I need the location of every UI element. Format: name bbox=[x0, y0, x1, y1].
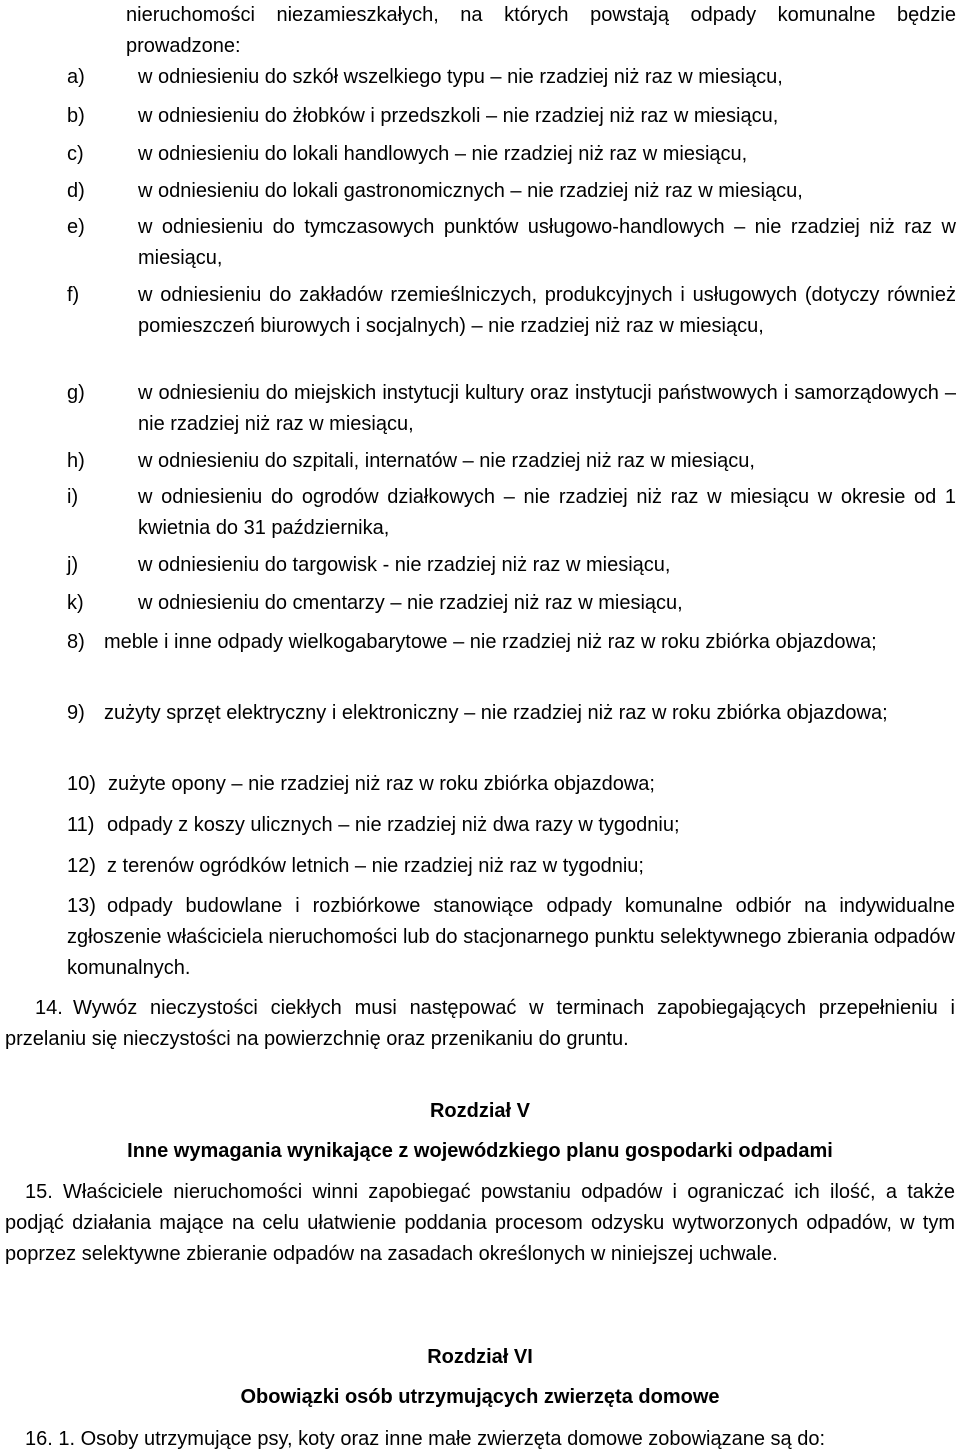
list-marker: c) bbox=[67, 143, 84, 165]
list-marker: d) bbox=[67, 180, 85, 202]
list-item-text: w odniesieniu do lokali gastronomicznych – nie rzadziej niż raz w miesiącu, bbox=[138, 180, 803, 202]
list-marker: a) bbox=[67, 66, 85, 88]
list-marker: g) bbox=[67, 382, 85, 404]
list-item-text: w odniesieniu do targowisk - nie rzadziej niż raz w miesiącu, bbox=[138, 554, 671, 576]
list-item-text: zużyte opony – nie rzadziej niż raz w roku zbiórka objazdowa; bbox=[108, 773, 655, 795]
paragraph-16 bbox=[5, 1424, 955, 1455]
intro-text: nieruchomości niezamieszkałych, na których powstają odpady komunalne będzie prowadzone: bbox=[126, 4, 956, 57]
list-item-text: meble i inne odpady wielkogabarytowe – nie rzadziej niż raz w roku zbiórka objazdowa; bbox=[104, 631, 877, 653]
paragraph-text: Właściciele nieruchomości winni zapobiegać powstaniu odpadów i ograniczać ich ilość, a także podjąć działania mające na celu ułatwienie poddania procesom odzysku wytworzonych odpadów, w tym poprzez selektywne zbieranie odpadów na zasadach określonych w niniejszej uchwale. bbox=[5, 1181, 955, 1265]
chapter-subtitle: Obowiązki osób utrzymujących zwierzęta domowe bbox=[240, 1386, 720, 1408]
list-marker: 11) bbox=[67, 814, 95, 836]
paragraph-15 bbox=[5, 1177, 955, 1270]
list-marker: 13) bbox=[67, 895, 96, 917]
list-item-text: w odniesieniu do żłobków i przedszkoli – nie rzadziej niż raz w miesiącu, bbox=[138, 105, 779, 127]
list-marker: h) bbox=[67, 450, 85, 472]
list-marker: j) bbox=[67, 554, 79, 576]
list-item-text: w odniesieniu do zakładów rzemieślniczych, produkcyjnych i usługowych (dotyczy również pomieszczeń biurowych i socjalnych) – nie rzadziej niż raz w miesiącu, bbox=[138, 284, 956, 337]
list-marker: 9) bbox=[67, 702, 85, 724]
list-item-text: w odniesieniu do tymczasowych punktów usługowo-handlowych – nie rzadziej niż raz w miesiącu, bbox=[138, 216, 956, 269]
chapter-title: Rozdział V bbox=[429, 1100, 530, 1122]
list-marker: 12) bbox=[67, 855, 96, 877]
list-item-text: w odniesieniu do szkół wszelkiego typu – nie rzadziej niż raz w miesiącu, bbox=[138, 66, 783, 88]
list-item-text: odpady budowlane i rozbiórkowe stanowiące odpady komunalne odbiór na indywidualne zgłoszenie właściciela nieruchomości lub do stacjonarnego punktu selektywnego zbierania odpadów komunalnych. bbox=[67, 895, 955, 979]
paragraph-number: 16. 1. bbox=[25, 1428, 76, 1450]
list-marker: 10) bbox=[67, 773, 96, 795]
chapter-title: Rozdział VI bbox=[427, 1346, 533, 1368]
list-marker: 8) bbox=[67, 631, 85, 653]
list-marker: e) bbox=[67, 216, 85, 238]
list-item-text: w odniesieniu do cmentarzy – nie rzadziej niż raz w miesiącu, bbox=[138, 592, 683, 614]
paragraph-text: Osoby utrzymujące psy, koty oraz inne małe zwierzęta domowe zobowiązane są do: bbox=[80, 1428, 826, 1450]
chapter-subtitle: Inne wymagania wynikające z wojewódzkiego planu gospodarki odpadami bbox=[127, 1140, 833, 1162]
paragraph-number: 15. bbox=[25, 1181, 53, 1203]
list-marker: k) bbox=[67, 592, 84, 614]
list-item-text: zużyty sprzęt elektryczny i elektroniczny – nie rzadziej niż raz w roku zbiórka objazdowa; bbox=[104, 702, 888, 724]
list-marker: f) bbox=[67, 284, 80, 306]
list-marker: b) bbox=[67, 105, 85, 127]
list-item-text: w odniesieniu do szpitali, internatów – nie rzadziej niż raz w miesiącu, bbox=[138, 450, 755, 472]
list-item-text: w odniesieniu do miejskich instytucji kultury oraz instytucji państwowych i samorządowych – nie rzadziej niż raz w miesiącu, bbox=[138, 382, 956, 435]
paragraph-14 bbox=[5, 993, 955, 1055]
paragraph-text: Wywóz nieczystości ciekłych musi następować w terminach zapobiegających przepełnieniu i przelaniu się nieczystości na powierzchnię oraz przenikaniu do gruntu. bbox=[5, 997, 955, 1050]
list-item-text: z terenów ogródków letnich – nie rzadziej niż raz w tygodniu; bbox=[107, 855, 644, 877]
list-item-text: odpady z koszy ulicznych – nie rzadziej niż dwa razy w tygodniu; bbox=[107, 814, 680, 836]
paragraph-number: 14. bbox=[35, 997, 63, 1019]
list-item-text: w odniesieniu do ogrodów działkowych – nie rzadziej niż raz w miesiącu w okresie od 1 kwietnia do 31 października, bbox=[138, 486, 956, 539]
list-marker: i) bbox=[67, 486, 79, 508]
list-item-text: w odniesieniu do lokali handlowych – nie rzadziej niż raz w miesiącu, bbox=[138, 143, 748, 165]
